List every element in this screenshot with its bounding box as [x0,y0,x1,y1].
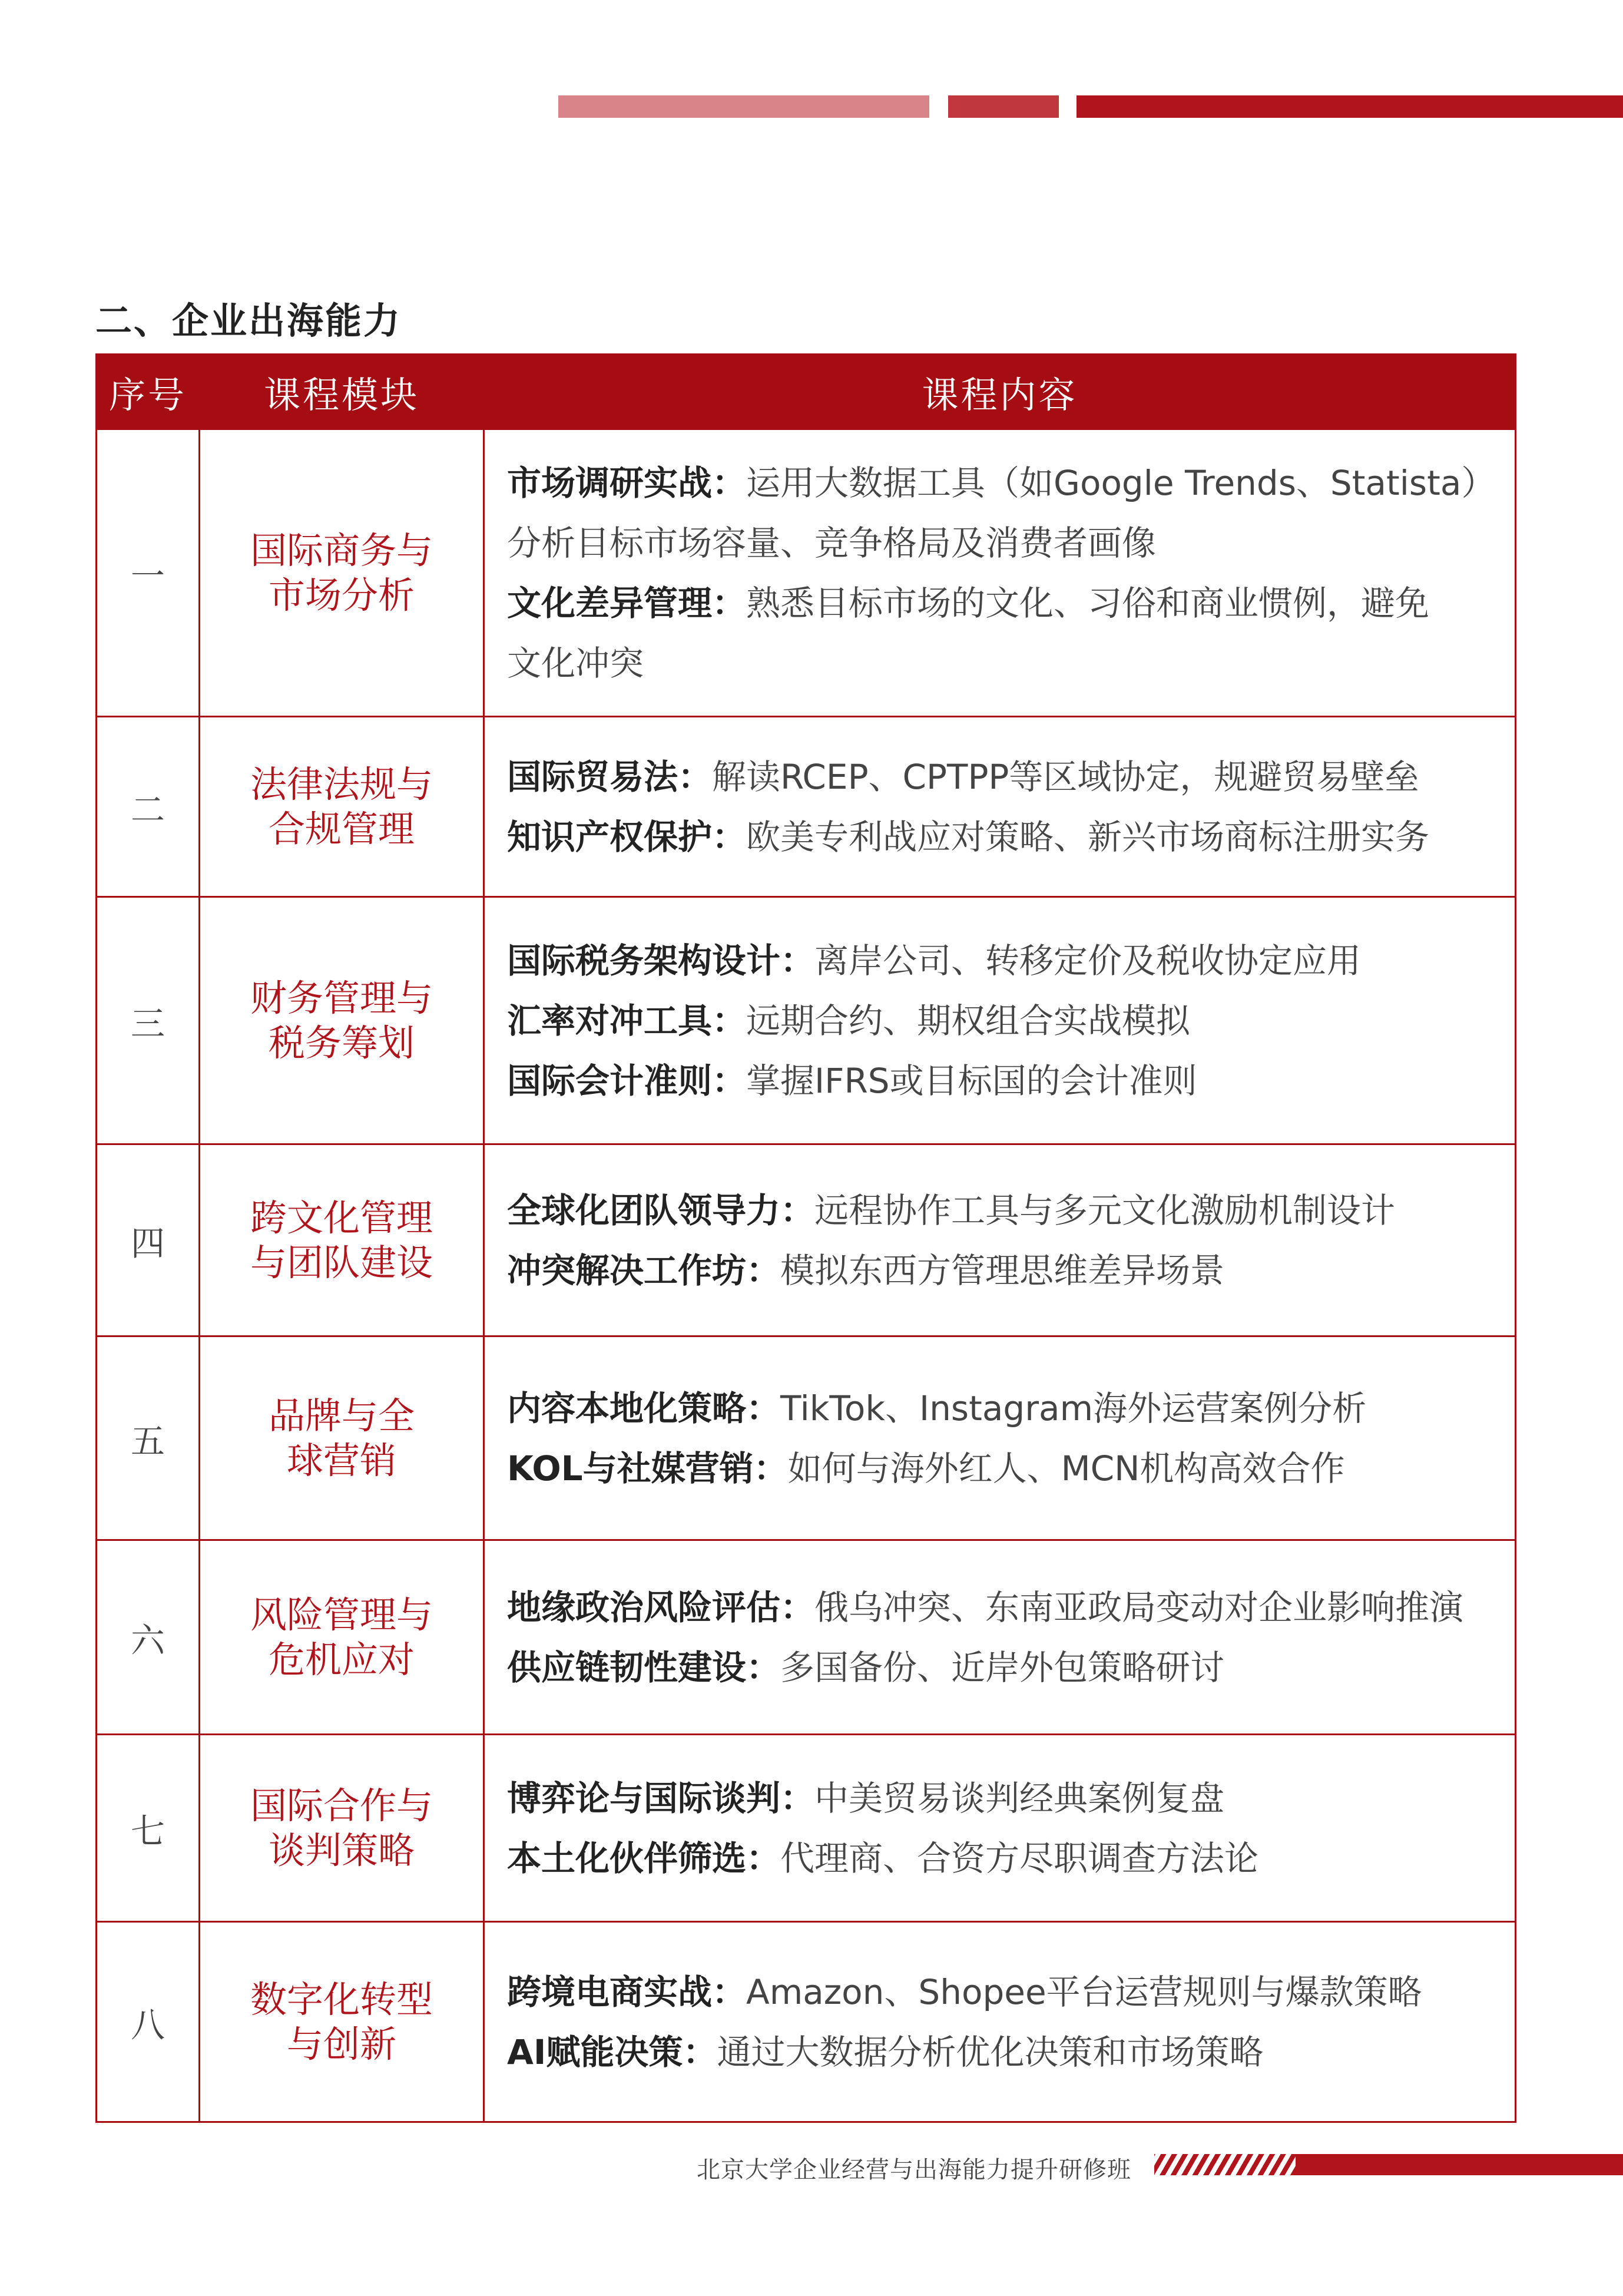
content-line [507,991,1503,1051]
content-text: 文化冲突 [507,643,644,683]
row-number: 七 [97,1735,200,1922]
module-line: 谈判策略 [268,1828,415,1872]
content-text: 中美贸易谈判经典案例复盘 [814,1778,1225,1818]
content-line [507,931,1503,991]
content-text: 欧美专利战应对策略、新兴市场商标注册实务 [746,816,1430,857]
content-line [507,1438,1503,1498]
row-number: 二 [97,717,200,897]
row-module [200,1144,484,1336]
content-text: 代理商、合资方尽职调查方法论 [780,1838,1259,1878]
course-table [95,353,1516,2123]
module-line: 与创新 [286,2022,396,2066]
content-text: 多国备份、近岸外包策略研讨 [780,1647,1225,1688]
content-label: 市场调研实战： [507,462,747,503]
content-text: 通过大数据分析优化决策和市场策略 [717,2032,1264,2072]
content-line [507,807,1503,867]
content-label: 供应链韧性建设： [507,1647,781,1688]
module-line: 数字化转型 [250,1977,433,2021]
content-line [507,1378,1503,1438]
content-label: 文化差异管理： [507,583,747,623]
footer-text: 北京大学企业经营与出海能力提升研修班 [697,2156,1131,2183]
content-line [507,1180,1503,1240]
table-header-row [97,355,1516,429]
module-line: 风险管理与 [250,1593,433,1636]
content-label: AI赋能决策： [507,2032,717,2072]
content-text: 俄乌冲突、东南亚政局变动对企业影响推演 [814,1587,1464,1627]
content-text: 远程协作工具与多元文化激励机制设计 [814,1190,1396,1230]
row-number: 五 [97,1336,200,1540]
footer-bar [1296,2154,1623,2175]
content-line [507,1577,1503,1637]
module-line: 球营销 [286,1438,396,1482]
module-line: 与团队建设 [250,1240,433,1284]
content-text: Amazon、Shopee平台运营规则与爆款策略 [746,1971,1422,2012]
module-line: 国际商务与 [250,528,433,572]
content-label: 内容本地化策略： [507,1388,781,1428]
content-line [507,2022,1503,2082]
content-label: 地缘政治风险评估： [507,1587,815,1627]
table-row [97,1735,1516,1922]
row-content [484,1144,1516,1336]
content-text: 如何与海外红人、MCN机构高效合作 [787,1448,1345,1488]
content-text: 运用大数据工具（如Google Trends、Statista） [746,462,1496,503]
module-line: 合规管理 [268,807,415,851]
content-line [507,1051,1503,1111]
table-row [97,1144,1516,1336]
content-label: 博弈论与国际谈判： [507,1778,815,1818]
row-content [484,717,1516,897]
row-module [200,1922,484,2122]
content-text: TikTok、Instagram海外运营案例分析 [780,1388,1367,1428]
footer-hatch-decoration [1154,2154,1296,2175]
content-line [507,1637,1503,1698]
table-row [97,1922,1516,2122]
content-line [507,453,1503,513]
module-line: 品牌与全 [268,1394,415,1437]
content-line [507,513,1503,573]
row-number: 一 [97,429,200,717]
content-label: 跨境电商实战： [507,1971,747,2012]
row-module [200,1735,484,1922]
row-content [484,1922,1516,2122]
module-line: 跨文化管理 [250,1196,433,1239]
module-line: 国际合作与 [250,1784,433,1827]
content-text: 掌握IFRS或目标国的会计准则 [746,1060,1197,1101]
row-number: 八 [97,1922,200,2122]
table-row [97,1540,1516,1735]
row-module [200,1336,484,1540]
row-module [200,897,484,1144]
content-line [507,1768,1503,1828]
table-row [97,717,1516,897]
content-text: 远期合约、期权组合实战模拟 [746,1000,1191,1041]
top-bar-mid [948,95,1059,118]
module-line: 市场分析 [268,573,415,617]
content-text: 分析目标市场容量、竞争格局及消费者画像 [507,522,1157,563]
section-title: 二、企业出海能力 [95,299,402,342]
content-label: 全球化团队领导力： [507,1190,815,1230]
table-row [97,1336,1516,1540]
content-text: 解读RCEP、CPTPP等区域协定，规避贸易壁垒 [712,756,1419,797]
content-line [507,573,1503,633]
row-content [484,429,1516,717]
content-text: 离岸公司、转移定价及税收协定应用 [814,940,1362,981]
header-number: 序号 [97,355,200,429]
module-line: 危机应对 [268,1637,415,1681]
table-row [97,897,1516,1144]
row-number: 四 [97,1144,200,1336]
top-bar-light [558,95,929,118]
content-text: 模拟东西方管理思维差异场景 [780,1250,1225,1291]
content-label: 冲突解决工作坊： [507,1250,781,1291]
top-bar-dark [1077,95,1623,118]
content-line [507,1962,1503,2022]
content-label: 国际税务架构设计： [507,940,815,981]
header-content: 课程内容 [484,355,1516,429]
content-text: 熟悉目标市场的文化、习俗和商业惯例，避免 [746,583,1430,623]
content-line [507,1240,1503,1301]
content-line [507,1828,1503,1888]
content-label: KOL与社媒营销： [507,1448,788,1488]
row-content [484,897,1516,1144]
row-module [200,717,484,897]
module-line: 税务筹划 [268,1021,415,1064]
row-content [484,1735,1516,1922]
row-content [484,1540,1516,1735]
header-module: 课程模块 [200,355,484,429]
module-line: 财务管理与 [250,976,433,1020]
content-label: 本土化伙伴筛选： [507,1838,781,1878]
content-label: 汇率对冲工具： [507,1000,747,1041]
content-line [507,633,1503,693]
row-number: 三 [97,897,200,1144]
content-line [507,747,1503,807]
table-row [97,429,1516,717]
row-module [200,429,484,717]
row-content [484,1336,1516,1540]
row-module [200,1540,484,1735]
module-line: 法律法规与 [250,762,433,806]
content-label: 国际会计准则： [507,1060,747,1101]
content-label: 国际贸易法： [507,756,713,797]
content-label: 知识产权保护： [507,816,747,857]
row-number: 六 [97,1540,200,1735]
